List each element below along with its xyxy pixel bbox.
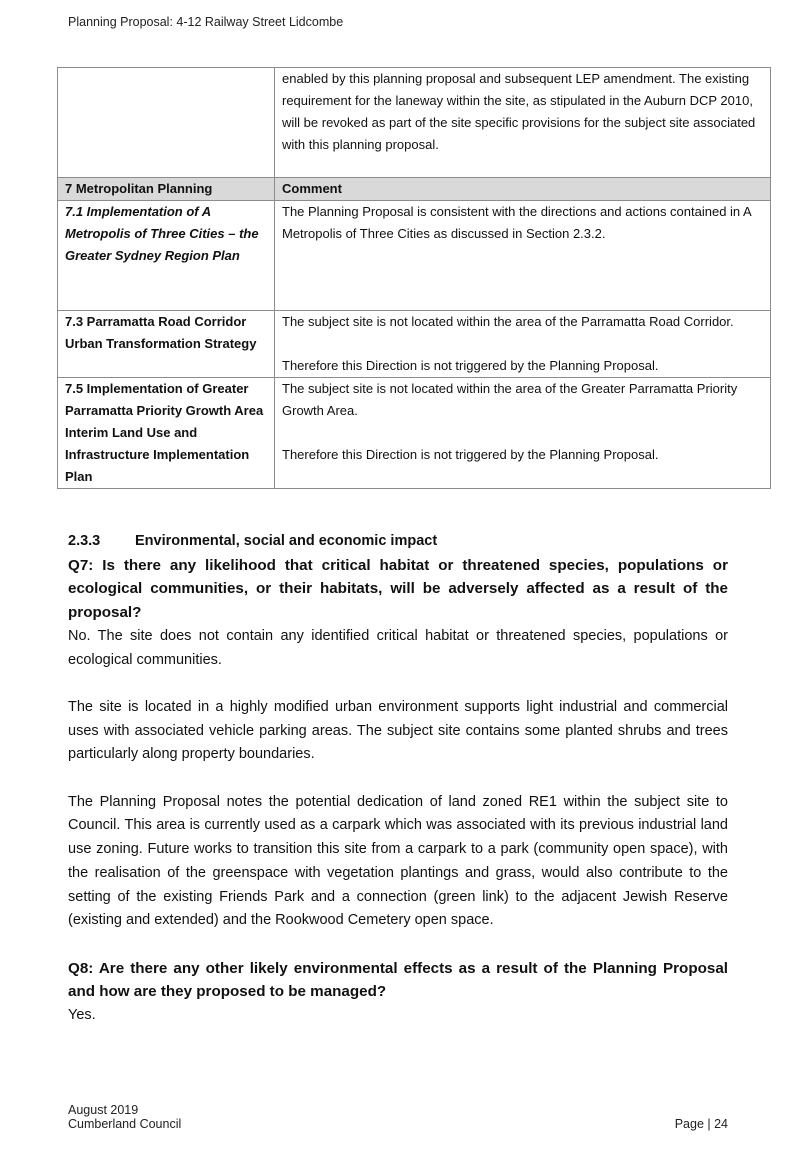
table-row — [58, 68, 771, 178]
running-header: Planning Proposal: 4-12 Railway Street Lidcombe — [68, 15, 344, 29]
paragraph: The site is located in a highly modified urban environment supports light industrial and commercial uses with associated vehicle parking areas. The subject site contains some planted shrubs and trees particularly along property boundaries. — [68, 698, 728, 763]
row-title-7-5: 7.5 Implementation of Greater Parramatta Priority Growth Area Interim Land Use and Infrastructure Implementation Plan — [58, 378, 275, 489]
row-comment-7-3: The subject site is not located within the area of the Parramatta Road Corridor. Therefore this Direction is not triggered by the Planning Proposal. — [275, 311, 771, 378]
table-cell-empty — [58, 68, 275, 178]
row-comment-7-5: The subject site is not located within the area of the Greater Parramatta Priority Growth Area. Therefore this Direction is not triggered by the Planning Proposal. — [275, 378, 771, 489]
row-comment-7-1: The Planning Proposal is consistent with the directions and actions contained in A Metropolis of Three Cities as discussed in Section 2.3.2. — [275, 201, 771, 311]
paragraph: No. The site does not contain any identified critical habitat or threatened species, populations or ecological communities. — [68, 627, 728, 668]
paragraph: The Planning Proposal notes the potential dedication of land zoned RE1 within the subject site to Council. This area is currently used as a carpark which was associated with its previous industrial land use zoning. Future works to transition this site from a carpark to a park (community open space), with the realisation of the greenspace with vegetation plantings and grass, would also contribute to the setting of the existing Friends Park and a connection (green link) to the adjacent Jewish Reserve (existing and extended) and the Rookwood Cemetery open space. — [68, 793, 728, 929]
footer-date: August 2019 — [68, 1103, 139, 1117]
question-q8: Q8: Are there any other likely environmental effects as a result of the Planning Proposal and how are they proposed to be managed? — [68, 959, 728, 1001]
row-title-7-3: 7.3 Parramatta Road Corridor Urban Transformation Strategy — [58, 311, 275, 378]
table-header-right: Comment — [275, 178, 771, 201]
section-heading: 2.3.3 Environmental, social and economic impact — [68, 533, 438, 549]
footer-org: Cumberland Council — [68, 1117, 182, 1131]
question-q7: Q7: Is there any likelihood that critical habitat or threatened species, populations or ecological communities, or their habitats, will be adversely affected as a result of the proposal? — [68, 556, 728, 622]
paragraph: Yes. — [68, 1007, 96, 1024]
table-cell-continuation: enabled by this planning proposal and subsequent LEP amendment. The existing requirement for the laneway within the site, as stipulated in the Auburn DCP 2010, will be revoked as part of the site specific provisions for the subject site associated with this planning proposal. — [275, 68, 771, 178]
page-number: Page | 24 — [674, 1117, 728, 1131]
footer-left — [68, 1103, 181, 1131]
table-row — [58, 201, 771, 311]
metropolitan-planning-table — [57, 67, 771, 489]
table-row — [58, 378, 771, 489]
table-header-row — [58, 178, 771, 201]
section-body — [68, 530, 728, 1028]
row-title-7-1: 7.1 Implementation of A Metropolis of Three Cities – the Greater Sydney Region Plan — [58, 201, 275, 311]
table-row — [58, 311, 771, 378]
table-header-left: 7 Metropolitan Planning — [58, 178, 275, 201]
